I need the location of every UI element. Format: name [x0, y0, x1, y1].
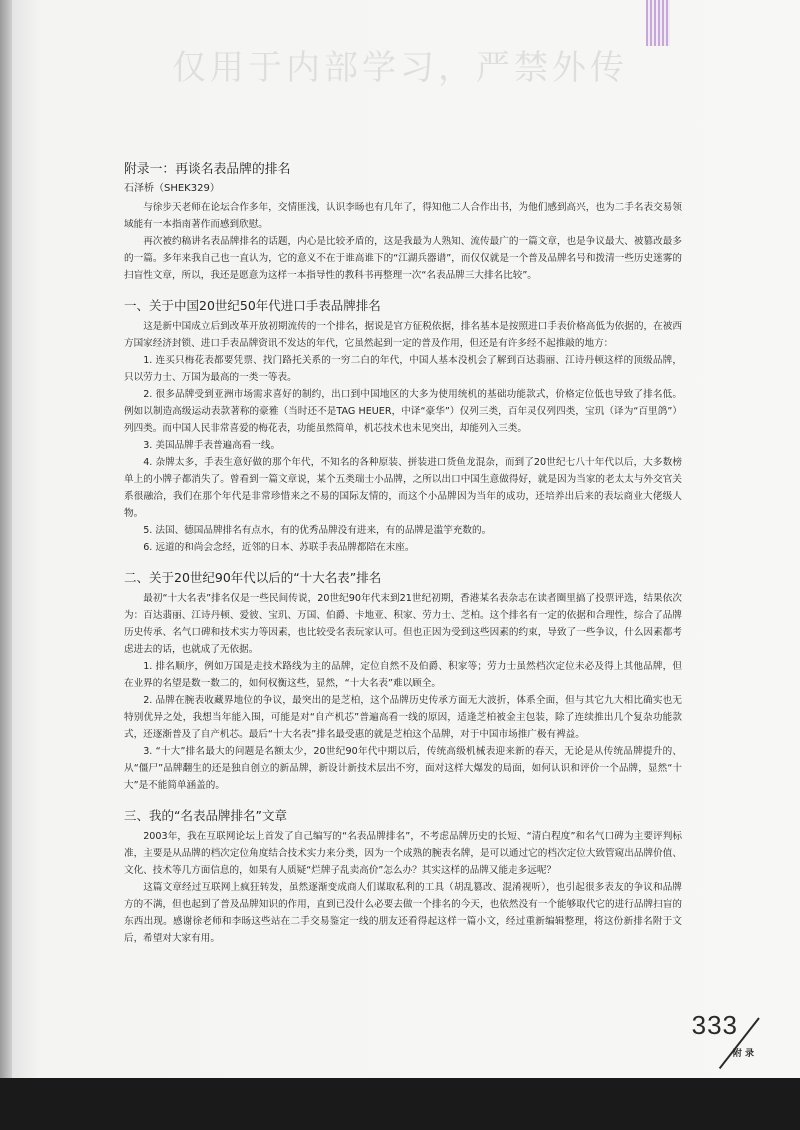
section-heading: 二、关于20世纪90年代以后的“十大名表”排名: [124, 570, 382, 585]
list-item: 3. “十大”排名最大的问题是名额太少，20世纪90年代中期以后，传统高级机械表迎来新的春天，无论是从传统品牌提升的、从“僵尸”品牌翻生的还是独自创立的新品牌，新设计新技术层出不穷，面对这样大爆发的局面，如何认识和评价一个品牌，显然“十大”是不能简单涵盖的。: [124, 746, 682, 791]
list-item: 4. 杂牌太多，手表生意好做的那个年代，不知名的各种原装、拼装进口货鱼龙混杂，而到了20世纪七八十年代以后，大多数榜单上的小牌子都消失了。曾看到一篇文章说，某个五类瑞士小品牌，之所以出口中国生意做得好，就是因为当家的老太太与外交官关系很融洽，我们在那个年代是非常珍惜来之不易的国际友情的，而这个小品牌因为当年的成功，还培养出后来的表坛商业大佬级人物。: [124, 457, 682, 519]
appendix-title: 附录一：再谈名表品牌的排名: [124, 162, 291, 177]
intro-paragraph: 与徐步天老师在论坛合作多年，交情匪浅，认识李旸也有几年了，得知他二人合作出书，为他们感到高兴，也为二手名表交易领域能有一本指南著作而感到欣慰。: [124, 202, 682, 230]
list-item: 3. 美国品牌手表普遍高看一线。: [143, 440, 281, 451]
intro-paragraph: 再次被约稿讲名表品牌排名的话题，内心是比较矛盾的，这是我最为人熟知、流传最广的一篇文章，也是争议最大、被篡改最多的一篇。多年来我自己也一直认为，它的意义不在于谁高谁下的“江湖兵器谱”，而仅仅就是一个普及品牌名号和拨清一些历史迷雾的扫盲性文章，所以，我还是愿意为这样一本指导性的教科书再整理一次“名表品牌三大排名比较”。: [124, 236, 682, 281]
article-body: [124, 160, 682, 947]
list-item: 1. 连买只梅花表都要凭票、找门路托关系的一穷二白的年代，中国人基本没机会了解到百达翡丽、江诗丹顿这样的顶级品牌，只以劳力士、万国为最高的一类一等表。: [124, 355, 682, 383]
page-number: 333: [691, 1010, 738, 1040]
author-line: 石泽桥（SHEK329）: [124, 183, 220, 194]
body-paragraph: 这篇文章经过互联网上疯狂转发，虽然逐渐变成商人们谋取私利的工具（胡乱篡改、混淆视听），也引起很多表友的争议和品牌方的不满，但也起到了普及品牌知识的作用，直到已没什么必要去做一个排名的今天，也依然没有一个能够取代它的进行品牌扫盲的东西出现。感谢徐老师和李旸这些站在二手交易鉴定一线的朋友还看得起这样一篇小文，经过重新编辑整理，将这份新排名附于文后，希望对大家有用。: [124, 882, 682, 944]
section-heading: 一、关于中国20世纪50年代进口手表品牌排名: [124, 298, 381, 313]
section-lead: 这是新中国成立后到改革开放初期流传的一个排名，据说是官方征税依据，排名基本是按照进口手表价格高低为依据的，在被西方国家经济封锁、进口手表品牌资讯不发达的年代，它虽然起到一定的普及作用，但还是有许多经不起推敲的地方：: [124, 321, 682, 349]
list-item: 6. 远道的和尚会念经，近邻的日本、苏联手表品牌都陪在末座。: [143, 542, 415, 553]
list-item: 2. 品牌在腕表收藏界地位的争议，最突出的是芝柏，这个品牌历史传承方面无大波折，体系全面，但与其它九大相比确实也无特别优异之处，我想当年能入围，可能是对“自产机芯”普遍高看一线的原因，适逢芝柏被金主包装，除了连续推出几个复杂功能款式，还逐渐普及了自产机芯。最后“十大名表”排名最受惠的就是芝柏这个品牌，对于中国市场推广极有裨益。: [124, 695, 682, 740]
list-item: 1. 排名顺序，例如万国是走技术路线为主的品牌，定位自然不及伯爵、积家等；劳力士虽然档次定位未必及得上其他品牌，但在业界的名望是数一数二的，如何权衡这些，显然，“十大名表”难以顾全。: [124, 661, 682, 689]
book-spine-shadow: [0, 0, 12, 1078]
list-item: 5. 法国、德国品牌排名有点水，有的优秀品牌没有进来，有的品牌是滥竽充数的。: [143, 525, 492, 536]
body-paragraph: 2003年，我在互联网论坛上首发了自己编写的“名表品牌排名”，不考虑品牌历史的长短、“清白程度”和名气口碑为主要评判标准，主要是从品牌的档次定位角度结合技术实力来分类，因为一个成熟的腕表名牌，是可以通过它的档次定位大致管窥出品牌价值、文化、技术等几方面信息的，如果有人质疑“烂牌子乱卖高价”怎么办？其实这样的品牌又能走多远呢？: [124, 831, 682, 876]
watermark-text: 仅用于内部学习，严禁外传: [172, 48, 628, 88]
section-heading: 三、我的“名表品牌排名”文章: [124, 808, 287, 823]
footer-section-label: 附 录: [732, 1049, 754, 1059]
list-item: 2. 很多品牌受到亚洲市场需求喜好的制约，出口到中国地区的大多为使用统机的基础功能款式，价格定位低也导致了排名低。例如以制造高级运动表款著称的豪雅（当时还不是TAG HEUER，中译“豪华”）仅列三类，百年灵仅列四类，宝玑（译为“百里鸽”）列四类。而中国人民非常喜爱的梅花表，功能虽然简单，机芯技术也未见突出，却能列入三类。: [124, 389, 682, 434]
section-lead: 最初“十大名表”排名仅是一些民间传说，20世纪90年代末到21世纪初期，香港某名表杂志在读者圈里搞了投票评选，结果依次为：百达翡丽、江诗丹顿、爱彼、宝玑、万国、伯爵、卡地亚、积家、劳力士、芝柏。这个排名有一定的依据和合理性，综合了品牌历史传承、名气口碑和技术实力等因素，也比较受名表玩家认可。但也正因为受到这些因素的约束，导致了一些争议，什么因素都考虑进去的话，也就成了无依据。: [124, 593, 682, 655]
